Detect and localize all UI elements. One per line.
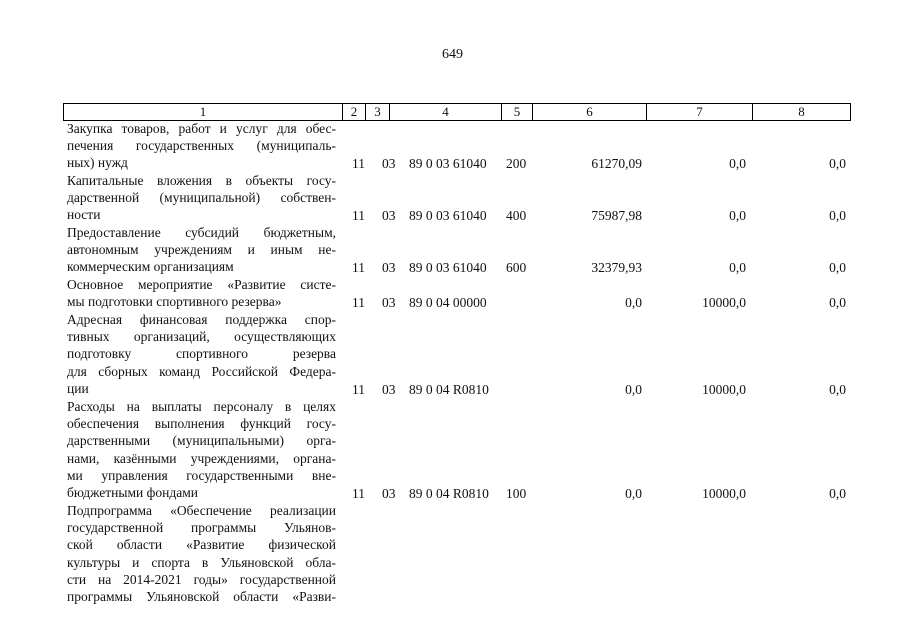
subsection-code: 03 [382,381,396,397]
row-description [67,502,336,605]
description-line: Адресная финансовая поддержка спор- [67,312,336,327]
header-col-7: 7 [647,104,753,120]
description-line: мы подготовки спортивного резерва» [67,294,282,310]
amount-col-8: 0,0 [829,294,846,310]
description-line: дарственными (муниципальными) орга- [67,433,336,449]
row-description [67,276,336,310]
amount-col-6: 61270,09 [591,155,642,171]
header-col-4: 4 [390,104,502,120]
description-line: ных) нужд [67,155,128,171]
description-line: Основное мероприятие «Развитие систе- [67,277,336,292]
header-col-6: 6 [533,104,647,120]
table-row [63,311,853,398]
description-line: дарственной (муниципальной) собствен- [67,190,336,206]
expense-type-code [506,294,536,311]
description-line: подготовку спортивного резерва [67,346,336,362]
header-col-3: 3 [366,104,390,120]
subsection-code: 03 [382,294,396,310]
header-col-8: 8 [798,104,805,119]
amount-col-7: 0,0 [729,207,746,223]
target-article-code: 89 0 04 00000 [409,294,487,310]
header-col-5: 5 [502,104,533,120]
amount-col-6: 0,0 [625,294,642,310]
amount-col-7: 10000,0 [702,381,746,397]
row-description [67,172,336,224]
row-description [67,398,336,501]
table-header [63,103,851,121]
amount-col-6: 75987,98 [591,207,642,223]
section-code: 11 [352,294,365,310]
amount-col-8: 0,0 [829,381,846,397]
description-line: культуры и спорта в Ульяновской обла- [67,554,336,570]
section-code: 11 [352,485,365,501]
expense-type-code: 400 [506,207,527,223]
amount-col-6: 0,0 [625,485,642,501]
description-line: Расходы на выплаты персоналу в целях [67,399,336,414]
amount-col-6: 32379,93 [591,259,642,275]
subsection-code: 03 [382,207,396,223]
header-col-2: 2 [343,104,366,120]
target-article-code: 89 0 03 61040 [409,259,487,275]
section-code: 11 [352,155,365,171]
table-row [63,276,853,311]
section-code: 11 [352,381,365,397]
section-code: 11 [352,259,365,275]
target-article-code: 89 0 03 61040 [409,155,487,171]
header-col-1: 1 [64,104,343,120]
description-line: ми управления государственными вне- [67,467,336,483]
target-article-code: 89 0 04 R0810 [409,485,489,501]
description-line: Подпрограмма «Обеспечение реализации [67,503,336,518]
description-line: Закупка товаров, работ и услуг для обес- [67,121,336,136]
expense-type-code: 100 [506,485,527,501]
description-line: печения государственных (муниципаль- [67,138,336,154]
description-line: сти на 2014-2021 годы» государственной [67,571,336,587]
description-line: программы Ульяновской области «Разви- [67,588,336,604]
amount-col-8: 0,0 [829,259,846,275]
description-line: тивных организаций, осуществляющих [67,329,336,345]
row-description [67,224,336,276]
amount-col-7: 0,0 [729,155,746,171]
target-article-code: 89 0 04 R0810 [409,381,489,397]
description-line: ности [67,207,101,223]
description-line: нами, казёнными учреждениями, органа- [67,450,336,466]
description-line: государственной программы Ульянов- [67,520,336,536]
table-row [63,502,853,606]
amount-col-6: 0,0 [625,381,642,397]
description-line: автономным учреждениям и иным не- [67,242,336,258]
description-line: Предоставление субсидий бюджетным, [67,225,336,240]
amount-col-7: 10000,0 [702,485,746,501]
amount-col-8: 0,0 [829,207,846,223]
description-line: для сборных команд Российской Федера- [67,363,336,379]
row-description [67,311,336,397]
table-row [63,398,853,502]
expense-type-code [506,381,536,398]
row-description [67,120,336,172]
table-row [63,172,853,224]
table-row [63,224,853,276]
description-line: обеспечения выполнения функций госу- [67,416,336,432]
description-line: коммерческим организациям [67,259,234,275]
table-row [63,120,853,172]
description-line: Капитальные вложения в объекты госу- [67,173,336,188]
amount-col-7: 10000,0 [702,294,746,310]
page-number: 649 [442,47,463,62]
description-line: ской области «Развитие физической [67,537,336,553]
subsection-code: 03 [382,155,396,171]
description-line: ции [67,380,89,396]
target-article-code: 89 0 03 61040 [409,207,487,223]
expense-type-code: 200 [506,155,527,171]
amount-col-7: 0,0 [729,259,746,275]
section-code: 11 [352,207,365,223]
subsection-code: 03 [382,259,396,275]
amount-col-8: 0,0 [829,485,846,501]
description-line: бюджетными фондами [67,484,198,500]
expense-type-code: 600 [506,259,527,275]
subsection-code: 03 [382,485,396,501]
amount-col-8: 0,0 [829,155,846,171]
